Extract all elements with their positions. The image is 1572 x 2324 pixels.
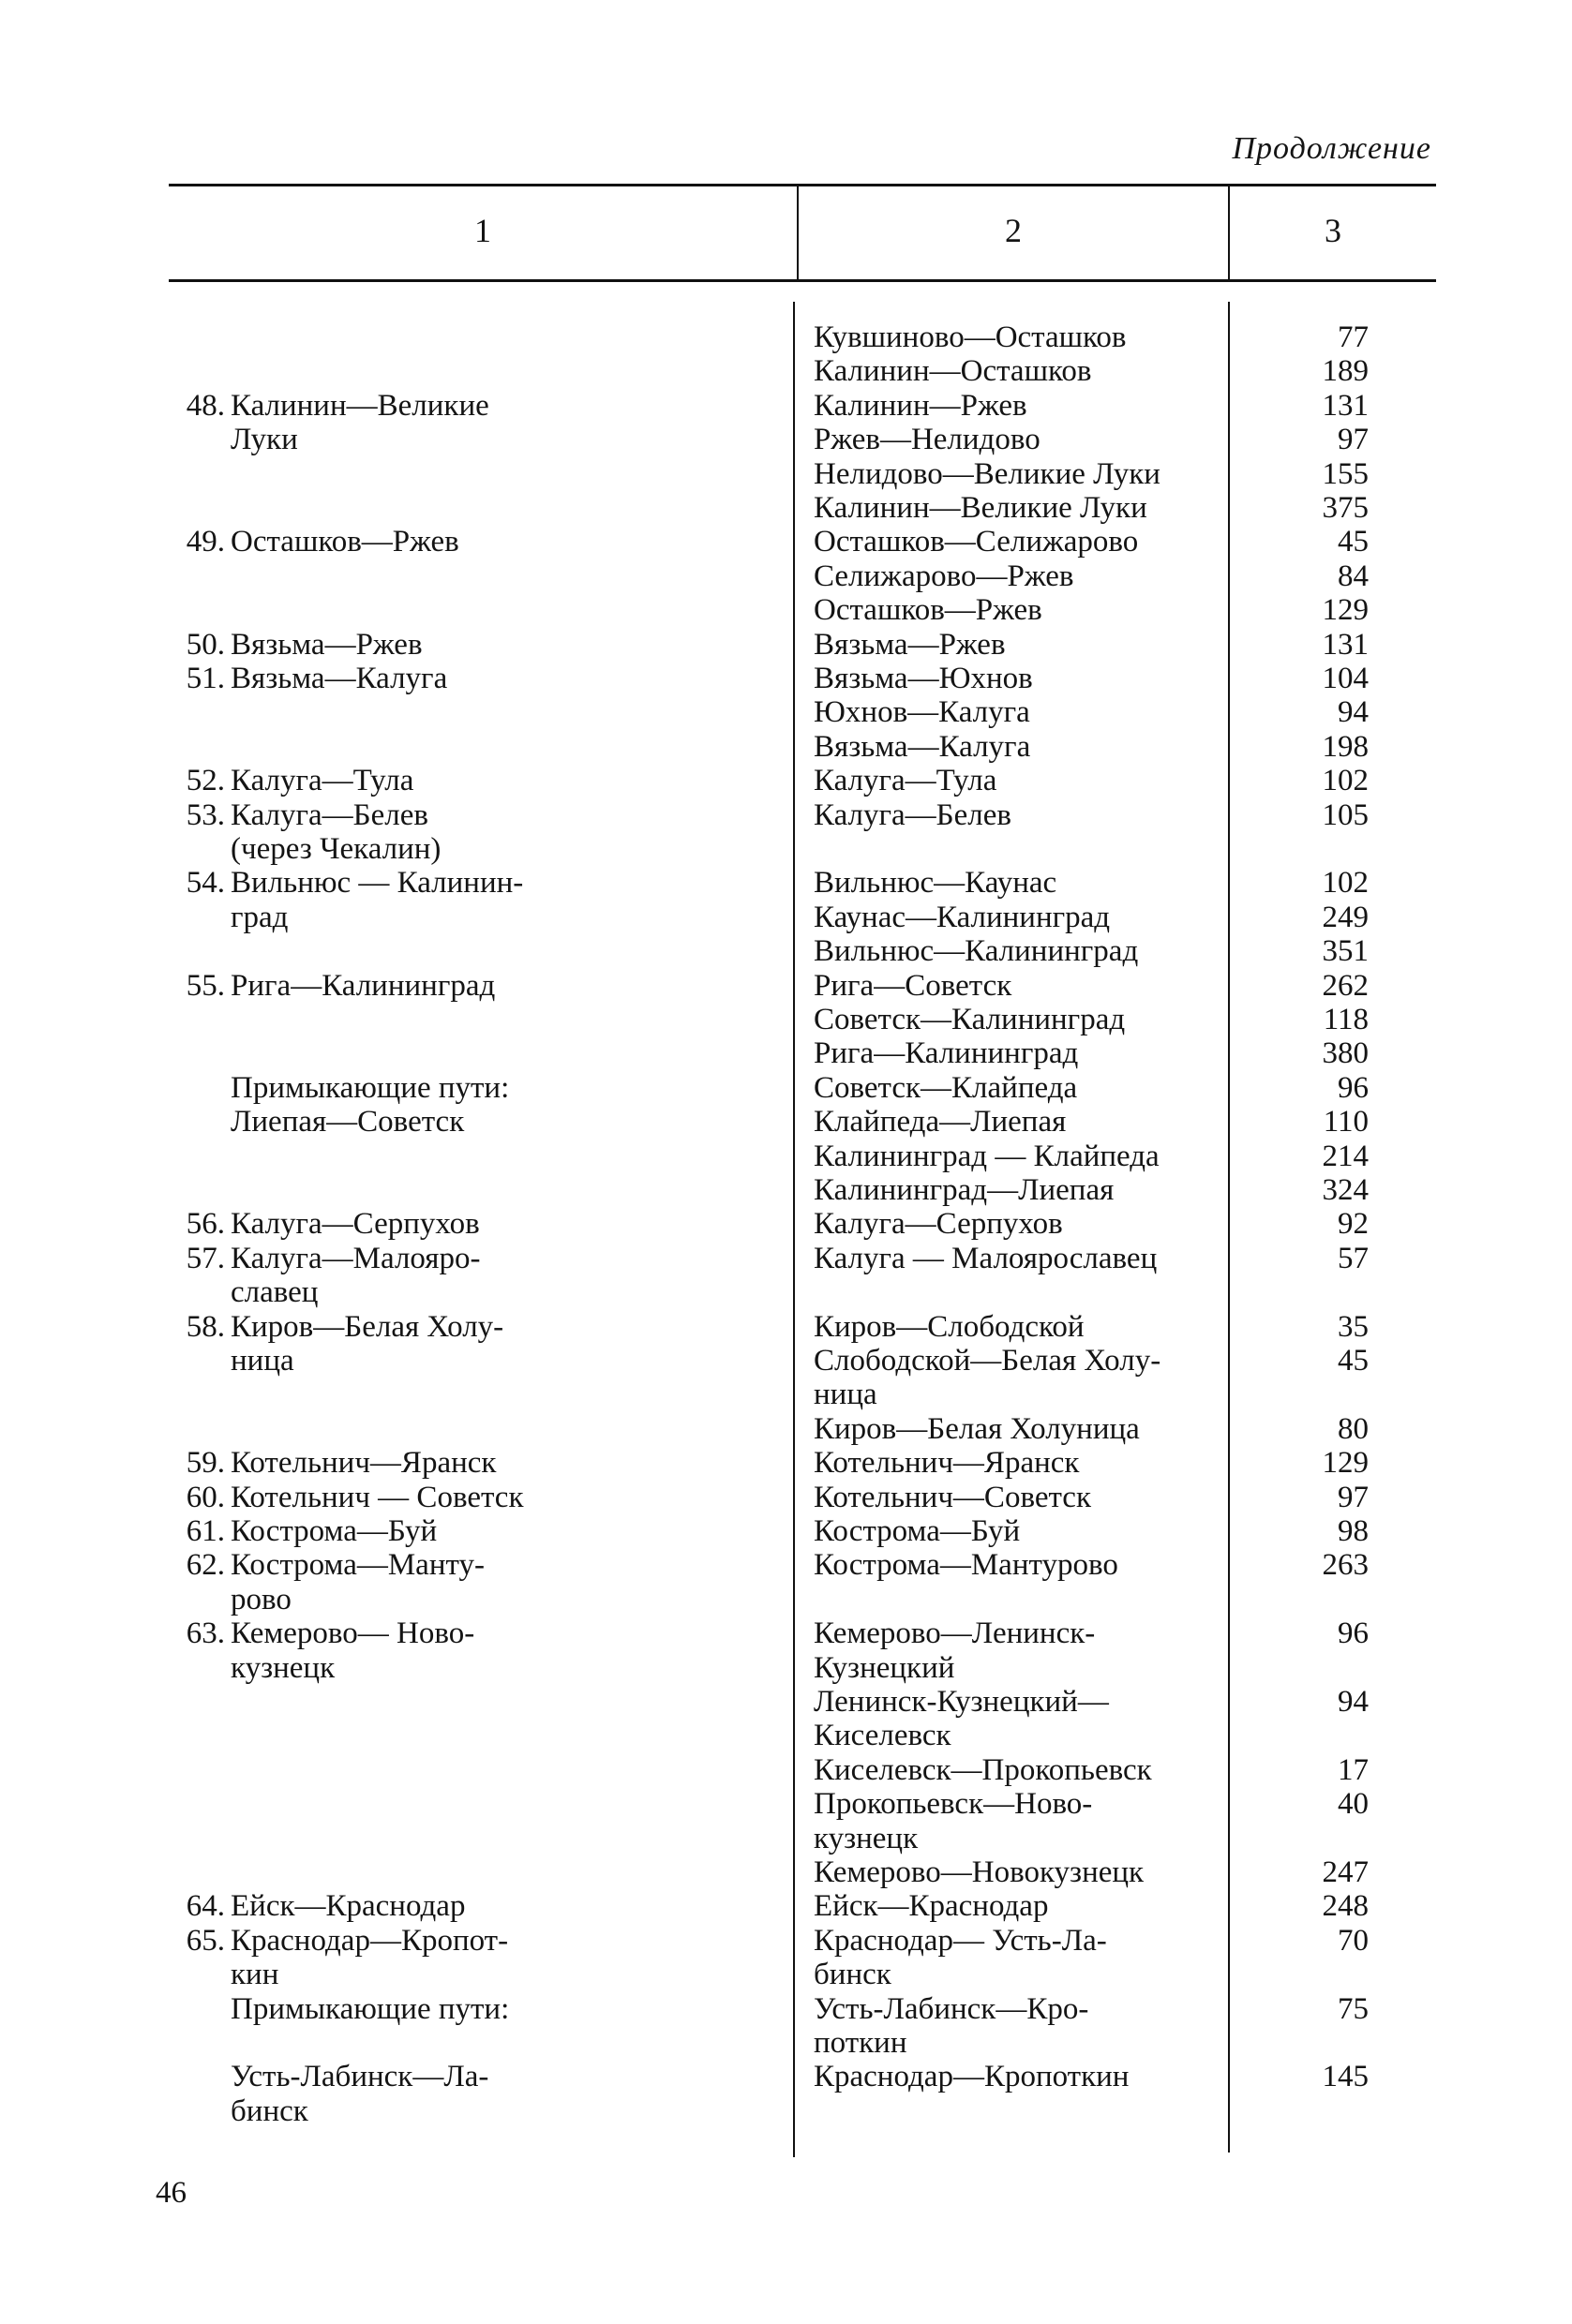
segment-name: Вязьма—Калуга (814, 730, 1031, 764)
segment-distance: 214 (1322, 1140, 1369, 1173)
route-name: Луки (231, 423, 298, 456)
segment-distance: 102 (1322, 764, 1369, 797)
segment-name: Вильнюс—Каунас (814, 866, 1057, 900)
segment-distance: 247 (1322, 1855, 1369, 1889)
route-name: Котельнич — Советск (231, 1481, 524, 1514)
segment-distance: 104 (1322, 662, 1369, 695)
header-col-1: 1 (474, 212, 491, 249)
segment-name: Калинин—Ржев (814, 389, 1027, 423)
segment-name: Киселевск (814, 1719, 951, 1752)
segment-name: Рига—Советск (814, 969, 1012, 1003)
segment-distance: 84 (1338, 559, 1369, 593)
segment-name: Калинин—Осташков (814, 354, 1092, 388)
segment-name: Киселевск—Прокопьевск (814, 1753, 1152, 1787)
route-name: бинск (231, 2094, 308, 2128)
route-name: ница (231, 1344, 294, 1378)
segment-name: Советск—Калининград (814, 1003, 1126, 1036)
segment-name: Вильнюс—Калининград (814, 934, 1139, 968)
segment-name: Осташков—Ржев (814, 593, 1042, 627)
segment-name: бинск (814, 1958, 891, 1991)
route-number: 51. (186, 662, 225, 695)
segment-distance: 189 (1322, 354, 1369, 388)
segment-distance: 249 (1322, 901, 1369, 934)
segment-distance: 94 (1338, 1685, 1369, 1719)
route-name: кузнецк (231, 1651, 336, 1685)
route-name: Калуга—Белев (231, 798, 428, 832)
segment-distance: 263 (1322, 1548, 1369, 1582)
segment-distance: 17 (1338, 1753, 1369, 1787)
segment-name: Кострома—Буй (814, 1514, 1021, 1548)
segment-name: Киров—Белая Холуница (814, 1412, 1140, 1446)
segment-name: Котельнич—Яранск (814, 1446, 1080, 1480)
route-name: Вязьма—Ржев (231, 628, 423, 662)
segment-name: Кемерово—Новокузнецк (814, 1855, 1145, 1889)
segment-name: Краснодар— Усть-Ла- (814, 1924, 1107, 1958)
route-number: 50. (186, 628, 225, 662)
route-number: 59. (186, 1446, 225, 1480)
segment-distance: 248 (1322, 1889, 1369, 1923)
segment-name: Киров—Слободской (814, 1310, 1085, 1344)
route-name: Краснодар—Кропот- (231, 1924, 509, 1958)
segment-name: Прокопьевск—Ново- (814, 1787, 1093, 1821)
segment-distance: 105 (1322, 798, 1369, 832)
segment-distance: 35 (1338, 1310, 1369, 1344)
segment-name: Клайпеда—Лиепая (814, 1105, 1067, 1139)
segment-name: Кузнецкий (814, 1651, 955, 1685)
segment-distance: 92 (1338, 1207, 1369, 1241)
route-name: Примыкающие пути: (231, 1992, 510, 2026)
route-name: Примыкающие пути: (231, 1071, 510, 1105)
route-number: 56. (186, 1207, 225, 1241)
segment-name: Юхнов—Калуга (814, 695, 1030, 729)
route-number: 48. (186, 389, 225, 423)
segment-name: Калинин—Великие Луки (814, 491, 1147, 525)
segment-distance: 45 (1338, 1344, 1369, 1378)
segment-name: Ейск—Краснодар (814, 1889, 1049, 1923)
segment-name: Калуга — Малоярославец (814, 1242, 1158, 1275)
route-name: Калуга—Серпухов (231, 1207, 480, 1241)
route-name: Усть-Лабинск—Ла- (231, 2060, 489, 2093)
segment-distance: 40 (1338, 1787, 1369, 1821)
segment-distance: 118 (1323, 1003, 1369, 1036)
segment-name: Краснодар—Кропоткин (814, 2060, 1130, 2093)
segment-distance: 129 (1322, 1446, 1369, 1480)
route-name: Кемерово— Ново- (231, 1616, 475, 1650)
body-divider-2 (1228, 302, 1230, 2153)
segment-name: Осташков—Селижарово (814, 525, 1139, 559)
route-number: 52. (186, 764, 225, 797)
route-number: 62. (186, 1548, 225, 1582)
route-name: град (231, 901, 289, 934)
route-number: 49. (186, 525, 225, 559)
segment-distance: 131 (1322, 389, 1369, 423)
segment-distance: 80 (1338, 1412, 1369, 1446)
segment-distance: 70 (1338, 1924, 1369, 1958)
route-name: Рига—Калининград (231, 969, 496, 1003)
segment-name: Ленинск-Кузнецкий— (814, 1685, 1109, 1719)
segment-name: Каунас—Калининград (814, 901, 1111, 934)
route-name: Киров—Белая Холу- (231, 1310, 504, 1344)
segment-distance: 96 (1338, 1616, 1369, 1650)
route-name: Калуга—Малояро- (231, 1242, 481, 1275)
segment-distance: 77 (1338, 320, 1369, 354)
segment-distance: 145 (1322, 2060, 1369, 2093)
segment-name: Советск—Клайпеда (814, 1071, 1078, 1105)
segment-name: Ржев—Нелидово (814, 423, 1041, 456)
segment-distance: 155 (1322, 457, 1369, 491)
body-divider-1 (793, 302, 795, 2157)
route-name: Кострома—Манту- (231, 1548, 485, 1582)
route-number: 57. (186, 1242, 225, 1275)
header-col-3: 3 (1325, 212, 1341, 249)
route-name: Кострома—Буй (231, 1514, 438, 1548)
route-number: 55. (186, 969, 225, 1003)
segment-name: Вязьма—Ржев (814, 628, 1006, 662)
segment-name: Кувшиново—Осташков (814, 320, 1127, 354)
segment-distance: 380 (1322, 1036, 1369, 1070)
segment-distance: 57 (1338, 1242, 1369, 1275)
header-col-2: 2 (1005, 212, 1022, 249)
segment-distance: 96 (1338, 1071, 1369, 1105)
segment-name: Калининград—Лиепая (814, 1173, 1115, 1207)
route-name: рово (231, 1583, 292, 1616)
segment-name: Калуга—Серпухов (814, 1207, 1063, 1241)
segment-distance: 110 (1323, 1105, 1369, 1139)
segment-name: Котельнич—Советск (814, 1481, 1091, 1514)
continuation-label: Продолжение (1232, 131, 1431, 166)
segment-distance: 97 (1338, 423, 1369, 456)
segment-distance: 375 (1322, 491, 1369, 525)
segment-distance: 351 (1322, 934, 1369, 968)
route-number: 60. (186, 1481, 225, 1514)
segment-name: кузнецк (814, 1822, 919, 1855)
segment-distance: 324 (1322, 1173, 1369, 1207)
segment-name: ница (814, 1378, 877, 1411)
segment-name: Усть-Лабинск—Кро- (814, 1992, 1089, 2026)
route-name: Калуга—Тула (231, 764, 414, 797)
segment-name: Рига—Калининград (814, 1036, 1079, 1070)
route-number: 64. (186, 1889, 225, 1923)
segment-name: поткин (814, 2026, 907, 2060)
route-number: 65. (186, 1924, 225, 1958)
segment-name: Калуга—Белев (814, 798, 1011, 832)
route-number: 53. (186, 798, 225, 832)
segment-name: Кемерово—Ленинск- (814, 1616, 1096, 1650)
route-name: Калинин—Великие (231, 389, 489, 423)
segment-distance: 94 (1338, 695, 1369, 729)
route-number: 63. (186, 1616, 225, 1650)
segment-distance: 102 (1322, 866, 1369, 900)
segment-name: Нелидово—Великие Луки (814, 457, 1160, 491)
header-bottom-rule (169, 279, 1436, 282)
route-name: Лиепая—Советск (231, 1105, 465, 1139)
route-name: кин (231, 1958, 279, 1991)
table-top-rule (169, 184, 1436, 186)
route-name: Ейск—Краснодар (231, 1889, 466, 1923)
segment-distance: 262 (1322, 969, 1369, 1003)
route-number: 54. (186, 866, 225, 900)
route-number: 58. (186, 1310, 225, 1344)
page-number: 46 (156, 2176, 187, 2210)
route-name: (через Чекалин) (231, 832, 442, 866)
segment-distance: 97 (1338, 1481, 1369, 1514)
segment-name: Калуга—Тула (814, 764, 997, 797)
segment-name: Слободской—Белая Холу- (814, 1344, 1161, 1378)
segment-name: Кострома—Мантурово (814, 1548, 1118, 1582)
route-number: 61. (186, 1514, 225, 1548)
segment-distance: 75 (1338, 1992, 1369, 2026)
segment-distance: 131 (1322, 628, 1369, 662)
route-name: Котельнич—Яранск (231, 1446, 497, 1480)
route-name: Осташков—Ржев (231, 525, 459, 559)
segment-name: Селижарово—Ржев (814, 559, 1074, 593)
route-name: Вильнюс — Калинин- (231, 866, 524, 900)
segment-distance: 198 (1322, 730, 1369, 764)
segment-name: Калининград — Клайпеда (814, 1140, 1160, 1173)
route-name: Вязьма—Калуга (231, 662, 448, 695)
segment-distance: 98 (1338, 1514, 1369, 1548)
segment-distance: 45 (1338, 525, 1369, 559)
route-name: славец (231, 1275, 319, 1309)
segment-distance: 129 (1322, 593, 1369, 627)
segment-name: Вязьма—Юхнов (814, 662, 1033, 695)
